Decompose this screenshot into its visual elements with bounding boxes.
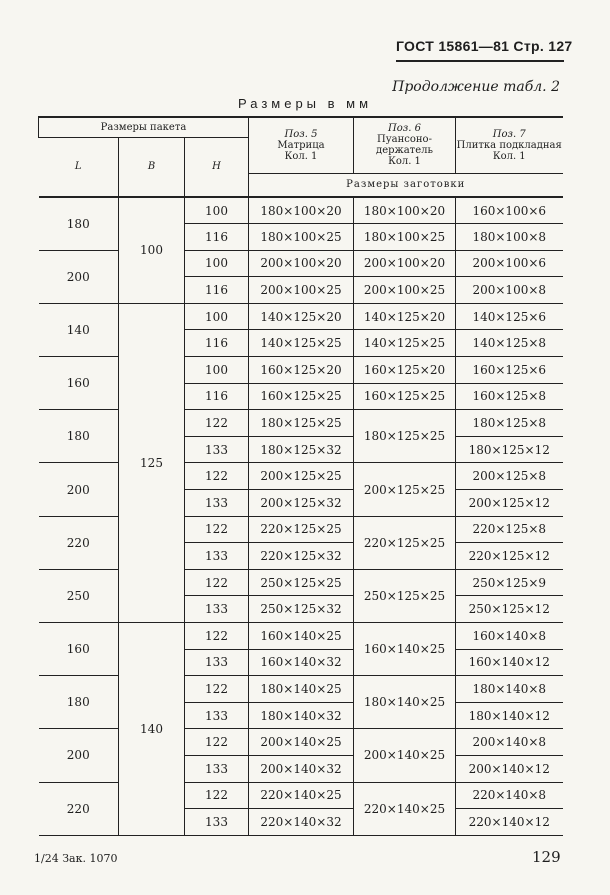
cell-backing-plate: 200×125×8 — [456, 463, 563, 490]
cell-backing-plate: 220×125×8 — [456, 516, 563, 543]
pos6-label: Поз. 6 — [388, 123, 421, 135]
cell-l: 160 — [39, 357, 119, 410]
cell-l: 180 — [39, 197, 119, 250]
cell-l: 140 — [39, 303, 119, 356]
cell-l: 200 — [39, 250, 119, 303]
cell-punch-holder: 200×100×25 — [354, 277, 456, 304]
cell-backing-plate: 200×100×6 — [456, 250, 563, 277]
cell-backing-plate: 250×125×9 — [456, 569, 563, 596]
cell-l: 220 — [39, 516, 119, 569]
table-row — [39, 250, 563, 277]
cell-matrix: 200×140×25 — [249, 729, 354, 756]
pos5-header — [249, 117, 354, 173]
header-rule — [396, 60, 564, 62]
cell-matrix: 250×125×25 — [249, 569, 354, 596]
table-row — [39, 569, 563, 596]
table-row — [39, 197, 563, 224]
cell-l: 200 — [39, 463, 119, 516]
cell-punch-holder: 180×125×25 — [354, 410, 456, 463]
cell-matrix: 160×125×25 — [249, 383, 354, 410]
cell-matrix: 250×125×32 — [249, 596, 354, 623]
table-row — [39, 357, 563, 384]
cell-matrix: 220×140×32 — [249, 809, 354, 836]
table-row — [39, 623, 563, 650]
cell-h: 116 — [185, 224, 249, 251]
cell-l: 180 — [39, 676, 119, 729]
cell-punch-holder: 200×140×25 — [354, 729, 456, 782]
cell-h: 133 — [185, 490, 249, 517]
cell-matrix: 220×125×25 — [249, 516, 354, 543]
cell-h: 122 — [185, 729, 249, 756]
page-number: 129 — [532, 848, 561, 866]
pos7-header — [456, 117, 563, 173]
cell-matrix: 160×140×25 — [249, 623, 354, 650]
cell-h: 133 — [185, 702, 249, 729]
cell-matrix: 200×125×25 — [249, 463, 354, 490]
cell-backing-plate: 200×140×8 — [456, 729, 563, 756]
cell-h: 133 — [185, 543, 249, 570]
pos5-label: Поз. 5 — [284, 128, 318, 140]
cell-punch-holder: 140×125×25 — [354, 330, 456, 357]
cell-matrix: 180×125×32 — [249, 436, 354, 463]
table-row — [39, 729, 563, 756]
cell-matrix: 220×125×32 — [249, 543, 354, 570]
cell-backing-plate: 200×125×12 — [456, 490, 563, 517]
cell-matrix: 180×100×20 — [249, 197, 354, 224]
table-row — [39, 516, 563, 543]
cell-h: 122 — [185, 676, 249, 703]
table-continuation-label: Продолжение табл. 2 — [392, 79, 560, 95]
table-row — [39, 463, 563, 490]
cell-h: 122 — [185, 623, 249, 650]
cell-l: 220 — [39, 782, 119, 835]
cell-backing-plate: 200×100×8 — [456, 277, 563, 304]
table-row — [39, 303, 563, 330]
cell-punch-holder: 140×125×20 — [354, 303, 456, 330]
pos6-header — [354, 117, 456, 173]
pos5-qty: Кол. 1 — [284, 150, 318, 162]
table-body — [39, 197, 563, 835]
cell-b: 140 — [119, 623, 185, 836]
cell-punch-holder: 220×140×25 — [354, 782, 456, 835]
table-row — [39, 410, 563, 437]
cell-b: 100 — [119, 197, 185, 303]
cell-punch-holder: 160×125×25 — [354, 383, 456, 410]
cell-h: 133 — [185, 649, 249, 676]
cell-backing-plate: 140×125×8 — [456, 330, 563, 357]
table-row — [39, 676, 563, 703]
cell-backing-plate: 220×125×12 — [456, 543, 563, 570]
cell-h: 122 — [185, 516, 249, 543]
cell-matrix: 180×100×25 — [249, 224, 354, 251]
dimensions-table — [38, 116, 563, 836]
cell-matrix: 180×125×25 — [249, 410, 354, 437]
blank-sizes-header: Размеры заготовки — [249, 173, 563, 197]
cell-h: 100 — [185, 303, 249, 330]
cell-h: 122 — [185, 569, 249, 596]
col-l-header: L — [39, 137, 119, 197]
cell-matrix: 220×140×25 — [249, 782, 354, 809]
cell-punch-holder: 200×100×20 — [354, 250, 456, 277]
cell-backing-plate: 200×140×12 — [456, 755, 563, 782]
pos6-qty: Кол. 1 — [388, 156, 421, 168]
cell-matrix: 200×140×32 — [249, 755, 354, 782]
units-caption: Размеры в мм — [238, 96, 373, 111]
cell-l: 180 — [39, 410, 119, 463]
cell-matrix: 200×100×25 — [249, 277, 354, 304]
cell-backing-plate: 180×140×8 — [456, 676, 563, 703]
cell-matrix: 180×140×32 — [249, 702, 354, 729]
cell-backing-plate: 160×100×6 — [456, 197, 563, 224]
cell-matrix: 180×140×25 — [249, 676, 354, 703]
cell-punch-holder: 180×140×25 — [354, 676, 456, 729]
cell-h: 100 — [185, 357, 249, 384]
cell-h: 133 — [185, 436, 249, 463]
pos5-name: Матрица — [277, 139, 325, 151]
cell-h: 133 — [185, 596, 249, 623]
cell-h: 100 — [185, 250, 249, 277]
col-b-header: B — [119, 137, 185, 197]
cell-punch-holder: 160×140×25 — [354, 623, 456, 676]
cell-h: 116 — [185, 330, 249, 357]
cell-l: 160 — [39, 623, 119, 676]
cell-h: 122 — [185, 463, 249, 490]
cell-matrix: 200×100×20 — [249, 250, 354, 277]
cell-backing-plate: 160×140×8 — [456, 623, 563, 650]
cell-punch-holder: 250×125×25 — [354, 569, 456, 622]
cell-punch-holder: 180×100×25 — [354, 224, 456, 251]
pos7-label: Поз. 7 — [492, 128, 526, 140]
cell-h: 122 — [185, 410, 249, 437]
cell-h: 133 — [185, 755, 249, 782]
pos7-qty: Кол. 1 — [492, 150, 526, 162]
cell-backing-plate: 140×125×6 — [456, 303, 563, 330]
cell-h: 116 — [185, 383, 249, 410]
cell-backing-plate: 180×125×8 — [456, 410, 563, 437]
cell-backing-plate: 160×140×12 — [456, 649, 563, 676]
cell-h: 133 — [185, 809, 249, 836]
cell-backing-plate: 160×125×8 — [456, 383, 563, 410]
cell-punch-holder: 200×125×25 — [354, 463, 456, 516]
cell-backing-plate: 180×125×12 — [456, 436, 563, 463]
cell-matrix: 200×125×32 — [249, 490, 354, 517]
cell-l: 200 — [39, 729, 119, 782]
cell-backing-plate: 220×140×12 — [456, 809, 563, 836]
cell-backing-plate: 250×125×12 — [456, 596, 563, 623]
cell-matrix: 160×140×32 — [249, 649, 354, 676]
cell-h: 122 — [185, 782, 249, 809]
pos7-name: Плитка подкладная — [456, 139, 562, 151]
col-h-header: H — [185, 137, 249, 197]
cell-matrix: 140×125×20 — [249, 303, 354, 330]
document-header: ГОСТ 15861—81 Стр. 127 — [396, 38, 573, 54]
cell-matrix: 140×125×25 — [249, 330, 354, 357]
table-row — [39, 782, 563, 809]
cell-backing-plate: 220×140×8 — [456, 782, 563, 809]
pos6-name: Пуансоно-держатель — [376, 134, 433, 157]
cell-punch-holder: 160×125×20 — [354, 357, 456, 384]
cell-punch-holder: 220×125×25 — [354, 516, 456, 569]
footer-order-number: 1/24 Зак. 1070 — [34, 852, 118, 865]
package-sizes-header: Размеры пакета — [39, 117, 249, 137]
cell-matrix: 160×125×20 — [249, 357, 354, 384]
cell-b: 125 — [119, 303, 185, 622]
cell-backing-plate: 160×125×6 — [456, 357, 563, 384]
cell-h: 100 — [185, 197, 249, 224]
cell-backing-plate: 180×100×8 — [456, 224, 563, 251]
cell-backing-plate: 180×140×12 — [456, 702, 563, 729]
cell-l: 250 — [39, 569, 119, 622]
cell-h: 116 — [185, 277, 249, 304]
cell-punch-holder: 180×100×20 — [354, 197, 456, 224]
